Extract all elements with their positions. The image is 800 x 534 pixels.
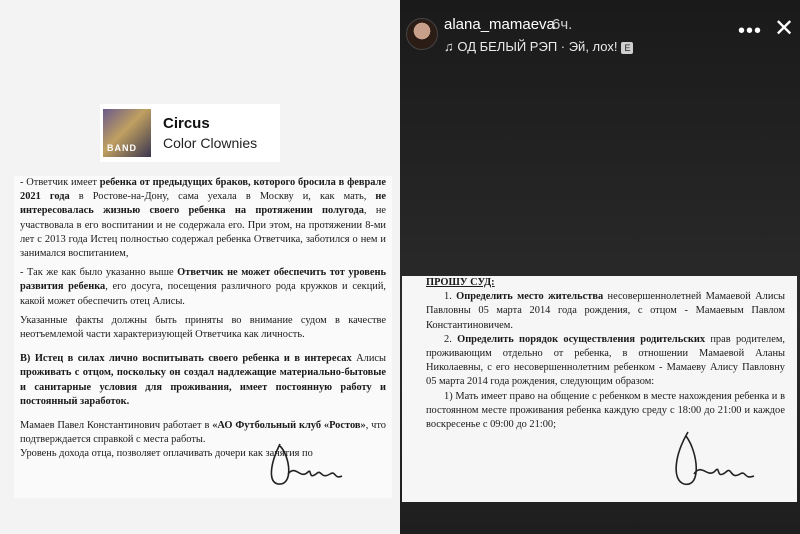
story-time: 6ч. [552, 16, 573, 33]
close-icon[interactable]: ✕ [774, 15, 795, 42]
doc-heading: ПРОШУ СУД: [426, 277, 495, 288]
doc-paragraph: Мамаев Павел Константинович работает в «АО Футбольный клуб «Ростов», что подтверждается справкой с места работы. [20, 420, 386, 446]
avatar[interactable] [406, 18, 438, 50]
court-document-page-left [14, 176, 392, 498]
album-cover-label: BAND [107, 143, 137, 153]
username[interactable]: alana_mamaeva [444, 16, 555, 33]
song-artist: Color Clownies [163, 135, 258, 151]
signature-graphic [250, 434, 350, 494]
more-options-icon[interactable]: ••• [738, 20, 763, 42]
album-cover [103, 109, 151, 157]
song-title: Circus [163, 115, 210, 132]
doc-paragraph: В) Истец в силах лично воспитывать своего ребенка и в интересах Алисы проживать с отцом, поскольку он создал надлежащие материально-бытовые и санитарные условия для проживания, имеет постоянную работу и постоянный заработок. [20, 353, 386, 407]
doc-paragraph: Уровень дохода отца, позволяет оплачивать дочери как занятия по [20, 448, 313, 460]
doc-paragraph: - Так же как было указанно выше Ответчик не может обеспечить тот уровень развития ребенка, его досуга, посещения различного рода кружков и секций, какой может обеспечить отец Алисы. [20, 267, 387, 307]
doc-paragraph: 1. Определить место жительства несовершеннолетней Мамаевой Алисы Павловны 05 марта 2014 года рождения, с отцом - Мамаевым Павлом Константиновичем. [426, 291, 785, 331]
signature-graphic [652, 426, 762, 496]
explicit-icon: E [621, 42, 633, 54]
doc-paragraph: - Ответчик имеет ребенка от предыдущих браков, которого бросила в феврале 2021 года в Ростове-на-Дону, сама уехала в Москву и, как мать, не интересовалась жизнью своего ребенка на протяжении полугода, не участвовала в его воспитании и не содержала его. При этом, на протяжении 8-ми лет с 2013 года Истец полностью содержал ребенка Ответчика, заботился о нем и занимался воспитанием, [20, 177, 387, 260]
doc-paragraph: 1) Мать имеет право на общение с ребенком в месте нахождения ребенка и в постоянном месте проживания ребенка каждую среду с 18:00 до 21:00 и каждое воскресенье с 09:00 до 21:00; [426, 390, 785, 431]
music-sticker[interactable] [100, 104, 280, 162]
doc-paragraph: Указанные факты должны быть приняты во внимание судом в качестве неотъемлемой части характеризующей Ответчика как личность. [20, 314, 386, 341]
story-music-line[interactable]: ♫ ОД БЕЛЫЙ РЭП · Эй, лох! E [444, 39, 633, 54]
story-header [400, 0, 800, 70]
doc-paragraph: 2. Определить порядок осуществления родительских прав родителем, проживающим отдельно от ребенка, в отношении Мамаевой Аланы Николаевны, с его несовершеннолетним ребенком - Мамаеву Алису Павловну 05 марта 2014 года рождения, следующим образом: [426, 333, 785, 388]
court-document-page-right [402, 276, 797, 502]
